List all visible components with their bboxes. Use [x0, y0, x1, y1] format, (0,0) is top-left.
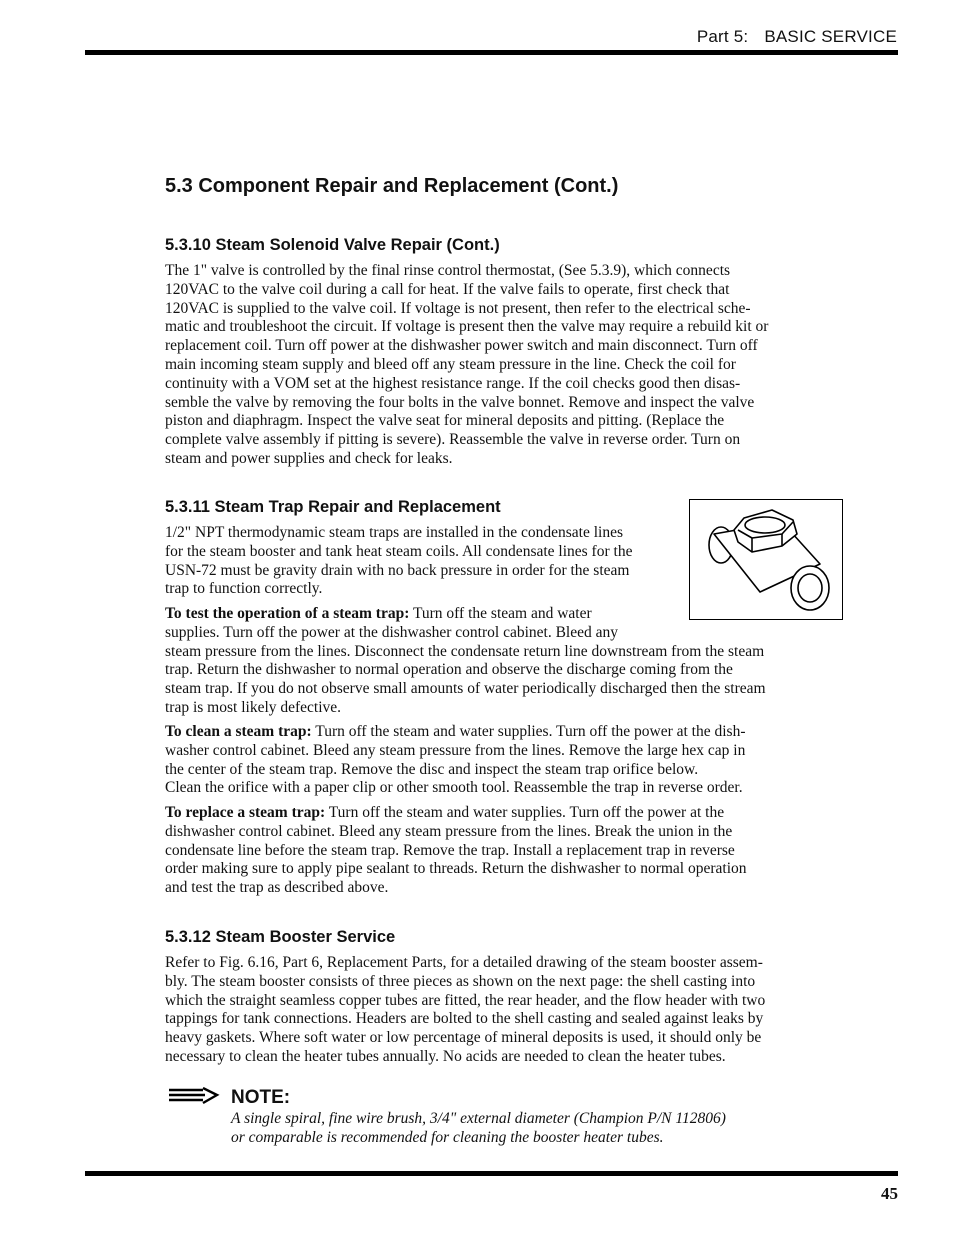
text-line: steam and power supplies and check for leaks. [165, 449, 453, 467]
paragraph-test-steam-trap [165, 605, 766, 718]
text-line: 120VAC is supplied to the valve coil. If voltage is not present, then refer to the electrical sche- [165, 299, 751, 317]
text-line: matic and troubleshoot the circuit. If voltage is present then the valve may require a rebuild kit or [165, 318, 769, 336]
text-line: condensate line before the steam trap. Remove the trap. Install a replacement trap in reverse [165, 841, 735, 859]
text-line: Refer to Fig. 6.16, Part 6, Replacement Parts, for a detailed drawing of the steam booster assem- [165, 954, 763, 971]
note-line: A single spiral, fine wire brush, 3/4" external diameter (Champion P/N 112806) [231, 1110, 726, 1127]
text-line: steam pressure from the lines. Disconnect the condensate return line downstream from the steam [165, 642, 765, 660]
text-line: for the steam booster and tank heat steam coils. All condensate lines for the [165, 542, 633, 560]
text-line: trap to function correctly. [165, 580, 323, 598]
text-line: necessary to clean the heater tubes annually. No acids are needed to clean the heater tubes. [165, 1047, 726, 1065]
text-line: The 1" valve is controlled by the final rinse control thermostat, (See 5.3.9), which connects [165, 262, 731, 279]
clean-lead: To clean a steam trap: [165, 723, 312, 740]
paragraph-5-3-12 [165, 954, 765, 1067]
text-line: washer control cabinet. Bleed any steam pressure from the lines. Remove the large hex cap in [165, 741, 746, 759]
text-line: and test the trap as described above. [165, 879, 389, 897]
text-line: bly. The steam booster consists of three pieces as shown on the next page: the shell casting into [165, 972, 756, 990]
note-title: NOTE: [231, 1087, 291, 1108]
steam-trap-illustration [690, 500, 841, 618]
paragraph-5-3-10 [165, 262, 768, 469]
heading-5-3-12: 5.3.12 Steam Booster Service [165, 928, 396, 946]
text-run: Turn off the steam and water supplies. Turn off the power at the dish- [311, 723, 746, 740]
header-rule [85, 50, 898, 55]
text-line: Clean the orifice with a paper clip or other smooth tool. Reassemble the trap in reverse order. [165, 779, 743, 797]
footer-rule [85, 1171, 898, 1176]
text-line: piston and diaphragm. Inspect the valve seat for mineral deposits and pitting. (Replace the [165, 412, 725, 430]
text-run: Turn off the steam and water supplies. Turn off the power at the [325, 804, 725, 821]
paragraph-replace-steam-trap [165, 804, 747, 898]
text-line: 1/2" NPT thermodynamic steam traps are installed in the condensate lines [165, 524, 624, 541]
page-header [697, 27, 897, 47]
text-line: continuity with a VOM set at the highest resistance range. If the coil checks good then disas- [165, 374, 741, 392]
text-line: supplies. Turn off the power at the dishwasher control cabinet. Bleed any [165, 623, 618, 641]
page-number: 45 [881, 1184, 898, 1203]
heading-5-3-10: 5.3.10 Steam Solenoid Valve Repair (Cont.) [165, 236, 500, 254]
text-line: trap. Return the dishwasher to normal operation and observe the discharge coming from the [165, 661, 733, 679]
text-line: USN-72 must be gravity drain with no back pressure in order for the steam [165, 561, 630, 579]
text-line: main incoming steam supply and bleed off any steam pressure in the line. Check the coil for [165, 355, 736, 373]
text-line: complete valve assembly if pitting is severe). Reassemble the valve in reverse order. Turn on [165, 431, 741, 449]
paragraph-5-3-11-intro [165, 524, 632, 599]
steam-trap-figure [689, 499, 843, 620]
header-title: BASIC SERVICE [764, 27, 897, 46]
text-line: which the straight seamless copper tubes are fitted, the rear header, and the flow header with two [165, 991, 766, 1009]
text-line: order making sure to apply pipe sealant to threads. Return the dishwasher to normal operation [165, 860, 747, 878]
text-line: dishwasher control cabinet. Bleed any steam pressure from the lines. Break the union in the [165, 822, 733, 840]
text-line: heavy gaskets. Where soft water or low percentage of mineral deposits is used, it should only be [165, 1029, 762, 1047]
text-line: the center of the steam trap. Remove the disc and inspect the steam trap orifice below. [165, 760, 699, 778]
text-line: semble the valve by removing the four bolts in the valve bonnet. Remove and inspect the valve [165, 393, 755, 411]
text-line: replacement coil. Turn off power at the dishwasher power switch and main disconnect. Turn off [165, 337, 758, 355]
text-line: steam trap. If you do not observe small amounts of water periodically discharged then the stream [165, 680, 766, 698]
text-run: Turn off the steam and water [409, 605, 592, 622]
text-line: 120VAC to the valve coil during a call for heat. If the valve fails to operate, first check that [165, 280, 730, 298]
text-line: trap is most likely defective. [165, 698, 342, 716]
note-line: or comparable is recommended for cleaning the booster heater tubes. [231, 1128, 664, 1146]
note-arrow-icon [167, 1087, 223, 1112]
test-lead: To test the operation of a steam trap: [165, 605, 410, 622]
heading-5-3-11: 5.3.11 Steam Trap Repair and Replacement [165, 498, 501, 516]
text-line: tappings for tank connections. Headers are bolted to the shell casting and sealed against leaks by [165, 1010, 764, 1028]
paragraph-clean-steam-trap [165, 723, 745, 798]
note-body [231, 1110, 726, 1148]
header-part: Part 5: [696, 27, 749, 46]
section-title: 5.3 Component Repair and Replacement (Cont.) [165, 175, 619, 197]
replace-lead: To replace a steam trap: [165, 804, 326, 821]
